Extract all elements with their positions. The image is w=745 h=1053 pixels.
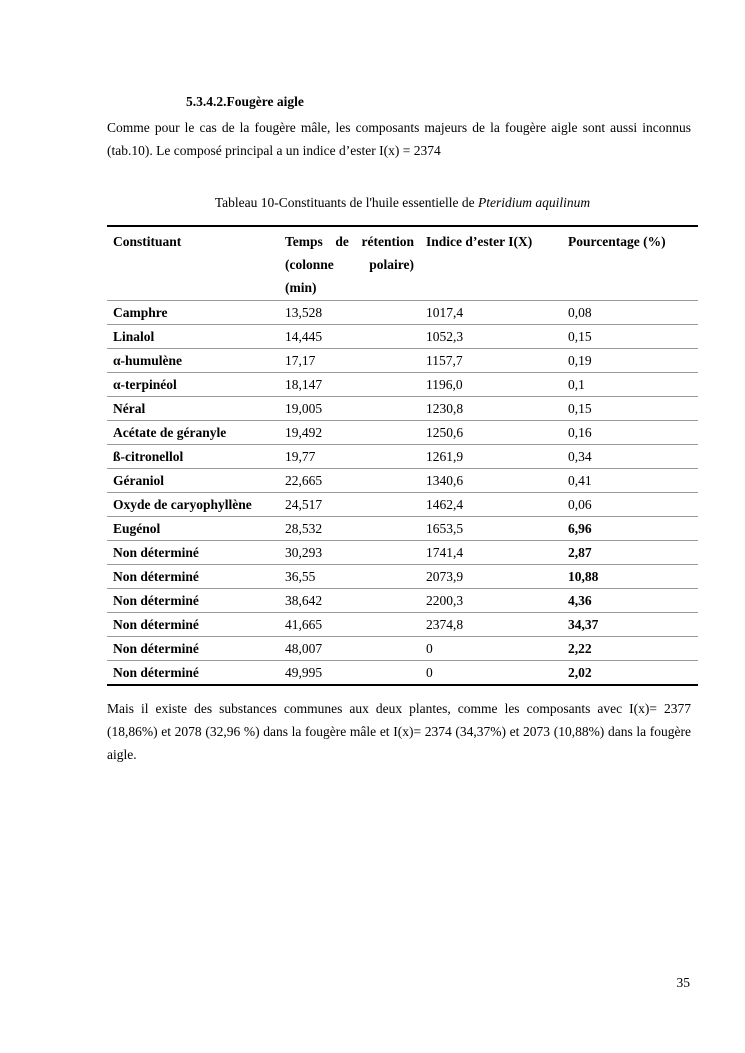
cell-constituent: α-humulène (113, 353, 183, 368)
header-ester-index: Indice d’ester I(X) (426, 234, 533, 249)
table-caption-prefix: Tableau 10-Constituants de l'huile essentielle de (214, 195, 479, 210)
cell-ester-index: 2374,8 (426, 617, 464, 632)
cell-percentage: 4,36 (568, 593, 592, 608)
cell-percentage: 0,41 (568, 473, 592, 488)
cell-retention-time: 24,517 (285, 497, 323, 512)
cell-percentage: 0,1 (568, 377, 585, 392)
table-row (107, 469, 698, 493)
intro-paragraph: Comme pour le cas de la fougère mâle, les composants majeurs de la fougère aigle sont aussi inconnus (tab.10). Le composé principal a un indice d’ester I(x) = 2374 (107, 120, 691, 158)
cell-constituent: Linalol (113, 329, 155, 344)
header-retention-time (279, 226, 420, 301)
table-row (107, 589, 698, 613)
cell-retention-time: 38,642 (285, 593, 323, 608)
header-constituent: Constituant (113, 234, 182, 249)
cell-percentage: 0,15 (568, 401, 592, 416)
table-row (107, 661, 698, 686)
cell-retention-time: 19,492 (285, 425, 323, 440)
table-row (107, 301, 698, 325)
table-header-row (107, 226, 698, 301)
cell-constituent: Non déterminé (113, 665, 199, 680)
cell-ester-index: 1741,4 (426, 545, 464, 560)
cell-retention-time: 17,17 (285, 353, 316, 368)
cell-percentage: 0,08 (568, 305, 592, 320)
section-heading: 5.3.4.2.Fougère aigle (186, 94, 304, 109)
table-row (107, 493, 698, 517)
constituents-table (107, 225, 698, 686)
cell-constituent: Non déterminé (113, 569, 199, 584)
cell-constituent: Non déterminé (113, 593, 199, 608)
table-row (107, 613, 698, 637)
cell-constituent: Géraniol (113, 473, 164, 488)
table-row (107, 517, 698, 541)
cell-percentage: 34,37 (568, 617, 599, 632)
header-retention-line3: (min) (285, 280, 317, 295)
cell-retention-time: 48,007 (285, 641, 323, 656)
cell-retention-time: 19,005 (285, 401, 323, 416)
cell-retention-time: 28,532 (285, 521, 323, 536)
cell-percentage: 0,19 (568, 353, 592, 368)
cell-ester-index: 2073,9 (426, 569, 464, 584)
cell-percentage: 6,96 (568, 521, 592, 536)
table-row (107, 637, 698, 661)
cell-retention-time: 14,445 (285, 329, 323, 344)
cell-ester-index: 1230,8 (426, 401, 464, 416)
cell-constituent: α-terpinéol (113, 377, 177, 392)
table-body (107, 301, 698, 686)
cell-ester-index: 1157,7 (426, 353, 463, 368)
cell-retention-time: 41,665 (285, 617, 323, 632)
table-row (107, 565, 698, 589)
page-number: 35 (676, 975, 690, 990)
cell-constituent: Eugénol (113, 521, 161, 536)
table-row (107, 421, 698, 445)
cell-percentage: 0,16 (568, 425, 592, 440)
cell-ester-index: 1261,9 (426, 449, 464, 464)
cell-percentage: 2,87 (568, 545, 592, 560)
cell-ester-index: 1462,4 (426, 497, 464, 512)
cell-percentage: 2,22 (568, 641, 592, 656)
cell-constituent: Non déterminé (113, 617, 199, 632)
cell-retention-time: 49,995 (285, 665, 323, 680)
cell-constituent: Néral (113, 401, 146, 416)
cell-constituent: Acétate de géranyle (113, 425, 227, 440)
header-percentage: Pourcentage (%) (568, 234, 666, 249)
cell-percentage: 2,02 (568, 665, 592, 680)
cell-percentage: 10,88 (568, 569, 599, 584)
cell-retention-time: 19,77 (285, 449, 316, 464)
closing-paragraph: Mais il existe des substances communes aux deux plantes, comme les composants avec I(x)= 2377 (18,86%) et 2078 (32,96 %) dans la fougère mâle et I(x)= 2374 (34,37%) et 2073 (10,88%) dans la fougère aigle. (107, 701, 691, 762)
header-retention-line1: Temps de rétention (285, 234, 414, 249)
cell-percentage: 0,34 (568, 449, 592, 464)
table-caption-species: Pteridium aquilinum (478, 195, 591, 210)
cell-ester-index: 0 (426, 665, 433, 680)
table-caption (107, 194, 698, 212)
cell-retention-time: 22,665 (285, 473, 323, 488)
cell-ester-index: 1017,4 (426, 305, 464, 320)
table-row (107, 373, 698, 397)
cell-retention-time: 30,293 (285, 545, 323, 560)
cell-ester-index: 1340,6 (426, 473, 464, 488)
cell-constituent: Camphre (113, 305, 168, 320)
cell-ester-index: 1052,3 (426, 329, 464, 344)
cell-retention-time: 18,147 (285, 377, 323, 392)
cell-constituent: ß-citronellol (113, 449, 184, 464)
cell-ester-index: 2200,3 (426, 593, 464, 608)
cell-ester-index: 0 (426, 641, 433, 656)
table-row (107, 541, 698, 565)
cell-ester-index: 1250,6 (426, 425, 464, 440)
cell-constituent: Non déterminé (113, 545, 199, 560)
cell-percentage: 0,06 (568, 497, 592, 512)
table-row (107, 397, 698, 421)
cell-retention-time: 36,55 (285, 569, 316, 584)
cell-retention-time: 13,528 (285, 305, 323, 320)
table-row (107, 445, 698, 469)
cell-constituent: Non déterminé (113, 641, 199, 656)
table-row (107, 325, 698, 349)
cell-percentage: 0,15 (568, 329, 592, 344)
table-row (107, 349, 698, 373)
cell-ester-index: 1196,0 (426, 377, 463, 392)
cell-ester-index: 1653,5 (426, 521, 464, 536)
cell-constituent: Oxyde de caryophyllène (113, 497, 252, 512)
header-retention-line2: (colonne polaire) (285, 257, 414, 272)
